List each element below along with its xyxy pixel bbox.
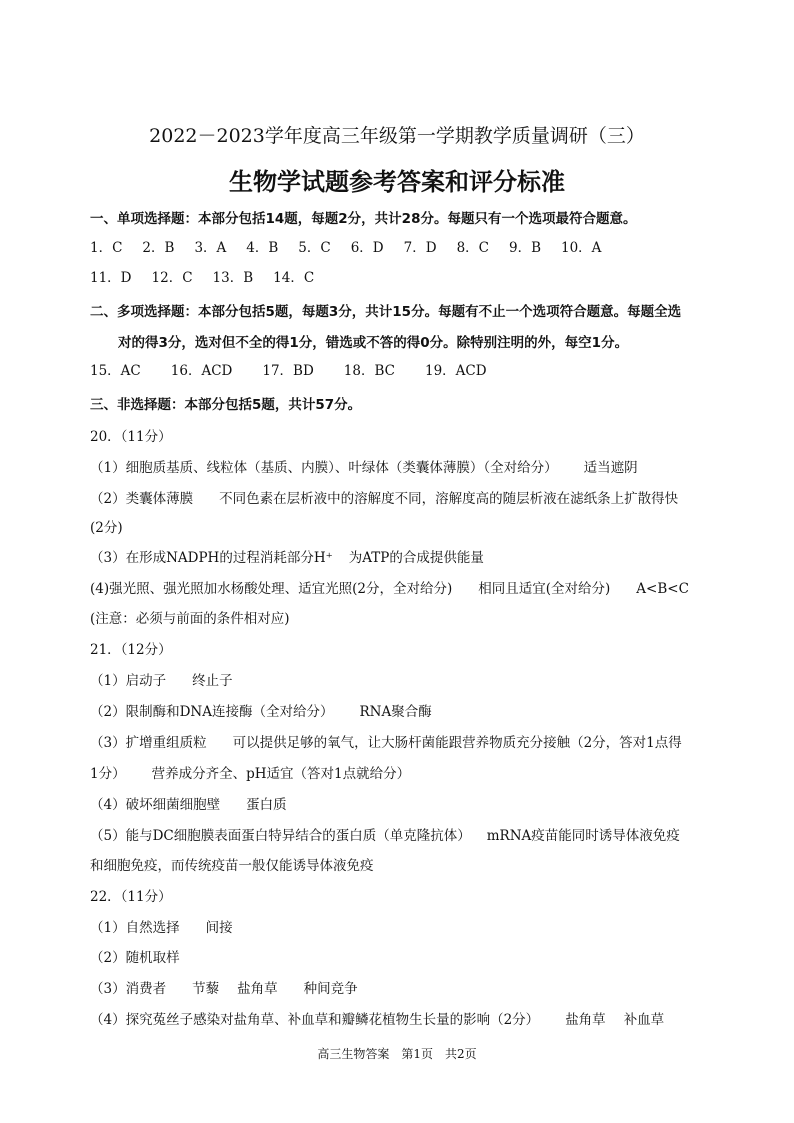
answer-item: 12．C: [151, 270, 193, 286]
answer-text: 营养成分齐全、pH适宜（答对1点就给分）: [151, 766, 411, 782]
q20-line-3: [90, 546, 484, 566]
q21-line-1: [90, 669, 233, 689]
q21-heading: 21．（12分）: [90, 642, 172, 658]
answer-item: 3．A: [194, 240, 227, 256]
answer-item: 13．B: [212, 270, 254, 286]
answer-text: （2）类囊体薄膜: [90, 491, 194, 507]
answer-text: (4)强光照、强光照加水杨酸处理、适宜光照(2分，全对给分): [90, 581, 453, 597]
answer-text: 相同且适宜(全对给分): [478, 581, 611, 597]
answer-text: 节藜: [192, 981, 220, 997]
answer-text: 1分）: [90, 766, 126, 782]
answer-text: （4）探究菟丝子感染对盐角草、补血草和瓣鳞花植物生长量的影响（2分）: [90, 1012, 540, 1028]
answer-text: mRNA疫苗能同时诱导体液免疫: [486, 828, 680, 844]
answer-item: 19．ACD: [424, 363, 487, 379]
answer-text: 为ATP的合成提供能量: [348, 550, 484, 566]
answer-item: 5．C: [298, 240, 331, 256]
q22-heading: 22．（11分）: [90, 889, 172, 905]
q20-line-1: [90, 456, 638, 476]
answer-text: 补血草: [623, 1012, 665, 1028]
answer-item: 6．D: [350, 240, 384, 256]
answer-text: （3）扩增重组质粒: [90, 735, 207, 751]
answer-item: 1．C: [90, 240, 123, 256]
answer-text: 不同色素在层析液中的溶解度不同，溶解度高的随层析液在滤纸条上扩散得快: [219, 491, 679, 507]
answer-text: RNA聚合酶: [359, 704, 432, 720]
q20-heading: 20．（11分）: [90, 429, 172, 445]
answer-item: 4．B: [246, 240, 279, 256]
q22-line-4: [90, 1008, 664, 1028]
answer-item: 17．BD: [262, 363, 314, 379]
q21-line-5: [90, 824, 680, 844]
answer-text: 盐角草: [237, 981, 278, 997]
answer-text: （2）限制酶和DNA连接酶（全对给分）: [90, 704, 334, 720]
answer-item: 14．C: [273, 270, 315, 286]
answer-item: 9．B: [508, 240, 541, 256]
answer-item: 10．A: [561, 240, 602, 256]
answer-text: （5）能与DC细胞膜表面蛋白特异结合的蛋白质（单克隆抗体）: [90, 828, 471, 844]
answer-text: 终止子: [192, 673, 233, 689]
q21-line-5-cont: 和细胞免疫，而传统疫苗一般仅能诱导体液免疫: [90, 858, 374, 874]
answer-item: 2．B: [142, 240, 175, 256]
answer-item: 8．C: [456, 240, 489, 256]
q22-line-3: [90, 977, 358, 997]
answer-text: （3）消费者: [90, 981, 167, 997]
q21-line-3: [90, 731, 682, 751]
section-1-heading: 一、单项选择题：本部分包括14题，每题2分，共计28分。每题只有一个选项最符合题意。: [90, 211, 637, 227]
page-footer: 高三生物答案 第1页 共2页: [317, 1047, 477, 1061]
answer-text: 种间竞争: [303, 981, 358, 997]
q21-line-4: [90, 793, 287, 813]
q20-line-2: [90, 487, 678, 507]
answer-text: （1）细胞质基质、线粒体（基质、内膜）、叶绿体（类囊体薄膜）（全对给分）: [90, 460, 558, 476]
q20-note: (注意：必须与前面的条件相对应): [90, 611, 290, 627]
answer-text: （1）启动子: [90, 673, 167, 689]
mc-answers-row-1: [90, 236, 621, 256]
section-3-heading: 三、非选择题：本部分包括5题，共计57分。: [90, 397, 362, 413]
answer-text: A<B<C: [636, 581, 689, 597]
answer-item: 15．AC: [90, 363, 141, 379]
answer-text: （4）破坏细菌细胞壁: [90, 797, 221, 813]
page-subtitle: 生物学试题参考答案和评分标准: [229, 168, 565, 196]
mc-answers-row-2: [90, 266, 334, 286]
q22-line-2: （2）随机取样: [90, 950, 180, 966]
q20-line-2-cont: (2分): [90, 520, 123, 536]
q21-line-3-cont: [90, 762, 410, 782]
page-title: 2022－2023学年度高三年级第一学期教学质量调研（三）: [149, 125, 645, 147]
answer-item: 11．D: [90, 270, 132, 286]
answer-text: 可以提供足够的氧气，让大肠杆菌能跟营养物质充分接触（2分，答对1点得: [232, 735, 682, 751]
answer-text: 盐角草: [565, 1012, 606, 1028]
q22-line-1: [90, 916, 233, 936]
answer-text: （3）在形成NADPH的过程消耗部分H⁺: [90, 550, 333, 566]
answer-item: 18．BC: [343, 363, 395, 379]
answer-text: 间接: [205, 920, 233, 936]
answer-text: 适当遮阴: [583, 460, 638, 476]
q20-line-4: [90, 577, 689, 597]
section-2-heading-cont: 对的得3分，选对但不全的得1分，错选或不答的得0分。除特别注明的外，每空1分。: [118, 335, 629, 351]
q21-line-2: [90, 700, 432, 720]
multi-answers-row: [90, 359, 517, 379]
answer-item: 7．D: [403, 240, 437, 256]
answer-text: 蛋白质: [246, 797, 287, 813]
section-2-heading: 二、多项选择题：本部分包括5题，每题3分，共计15分。每题有不止一个选项符合题意。每题全选: [90, 304, 682, 320]
answer-text: （1）自然选择: [90, 920, 180, 936]
answer-item: 16．ACD: [170, 363, 233, 379]
